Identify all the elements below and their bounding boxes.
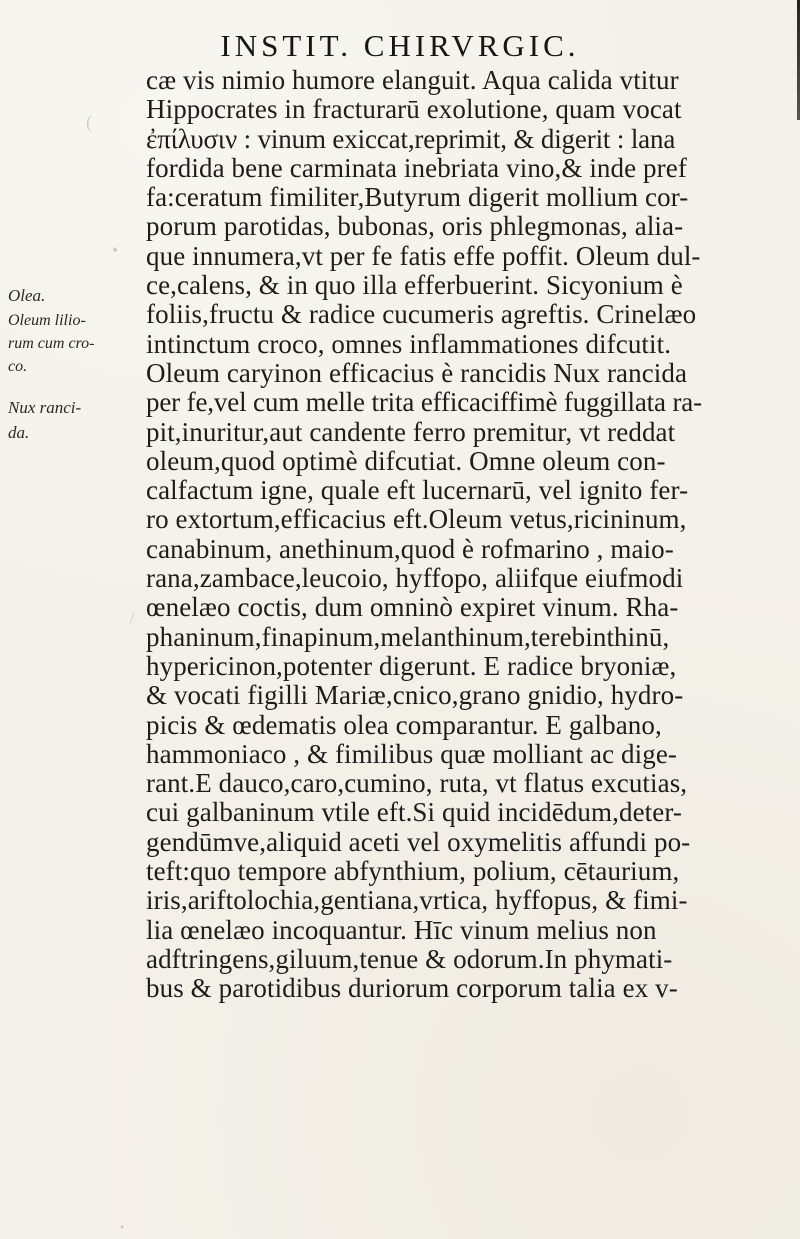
text-line: pit,inuritur,aut candente ferro premitur, vt reddat	[146, 416, 676, 447]
text-line: œnelæo coctis, dum omninò expiret vinum. Rha-	[146, 592, 679, 623]
text-line: rana,zambace,leucoio, hyffopo, aliifque eiufmodi	[146, 563, 684, 594]
text-line: porum parotidas, bubonas, oris phlegmonas, alia-	[146, 211, 684, 242]
text-line: ce,calens, & in quo illa efferbuerint. Sicyonium è	[146, 270, 683, 301]
text-line: fordida bene carminata inebriata vino,& inde pref	[146, 152, 687, 183]
text-line: foliis,fructu & radice cucumeris agreftis. Crinelæo	[146, 299, 697, 330]
margin-note: Nux ranci-	[8, 398, 82, 418]
text-line: fa:ceratum fimiliter,Butyrum digerit mollium cor-	[146, 182, 689, 213]
margin-note: Olea.	[8, 286, 46, 305]
margin-note: rum cum cro-	[8, 334, 95, 352]
text-line: canabinum, anethinum,quod è rofmarino , maio-	[146, 533, 674, 564]
text-line: rant.E dauco,caro,cumino, ruta, vt flatus excutias,	[146, 768, 688, 799]
text-line: oleum,quod optimè difcutiat. Omne oleum con-	[146, 445, 666, 476]
text-line: bus & parotidibus duriorum corporum talia ex v-	[146, 973, 678, 1004]
text-line: hammoniaco , & fimilibus quæ molliant ac dige-	[146, 738, 678, 769]
text-line: ro extortum,efficacius eft.Oleum vetus,ricininum,	[146, 504, 687, 535]
text-line: Hippocrates in fracturarū exolutione, quam vocat	[146, 94, 682, 125]
text-line: lia œnelæo incoquantur. Hīc vinum melius non	[146, 914, 657, 945]
margin-mark: •	[120, 1220, 125, 1234]
text-line: hypericinon,potenter digerunt. E radice bryoniæ,	[146, 650, 677, 681]
margin-mark: /	[130, 610, 135, 627]
text-line: gendūmve,aliquid aceti vel oxymelitis affundi po-	[146, 826, 691, 857]
margin-note: Oleum lilio-	[8, 311, 86, 329]
text-line: calfactum igne, quale eft lucernarū, vel ignito fer-	[146, 475, 689, 506]
text-line: cui galbaninum vtile eft.Si quid incidēdum,deter-	[146, 797, 682, 828]
text-line: & vocati figilli Mariæ,cnico,grano gnidio, hydro-	[146, 680, 684, 711]
text-line: que innumera,vt per fe fatis effe poffit. Oleum dul-	[146, 240, 701, 271]
text-line: phaninum,finapinum,melanthinum,terebinthinū,	[146, 621, 670, 652]
margin-mark: (	[86, 112, 92, 132]
margin-note: co.	[8, 358, 28, 376]
text-line: teft:quo tempore abfynthium, polium, cētaurium,	[146, 856, 680, 887]
main-text-block	[146, 66, 794, 1004]
text-line: per fe,vel cum melle trita efficaciffimè fuggillata ra-	[146, 387, 702, 418]
text-line: Oleum caryinon efficacius è rancidis Nux rancida	[146, 357, 688, 388]
text-line: adftringens,giluum,tenue & odorum.In phymati-	[146, 943, 673, 974]
text-line: cæ vis nimio humore elanguit. Aqua calida vtitur	[146, 65, 679, 95]
margin-note: da.	[8, 422, 30, 442]
text-line: picis & œdematis olea comparantur. E galbano,	[146, 709, 662, 740]
running-header: INSTIT. CHIRVRGIC.	[220, 28, 580, 63]
text-line: intinctum croco, omnes inflammationes difcutit.	[146, 328, 672, 359]
text-line: iris,ariftolochia,gentiana,vrtica, hyffopus, & fimi-	[146, 885, 688, 916]
margin-mark: •	[112, 240, 119, 260]
text-line: ἐπίλυσιν : vinum exiccat,reprimit, & digerit : lana	[146, 123, 676, 154]
margin-notes	[8, 284, 140, 445]
